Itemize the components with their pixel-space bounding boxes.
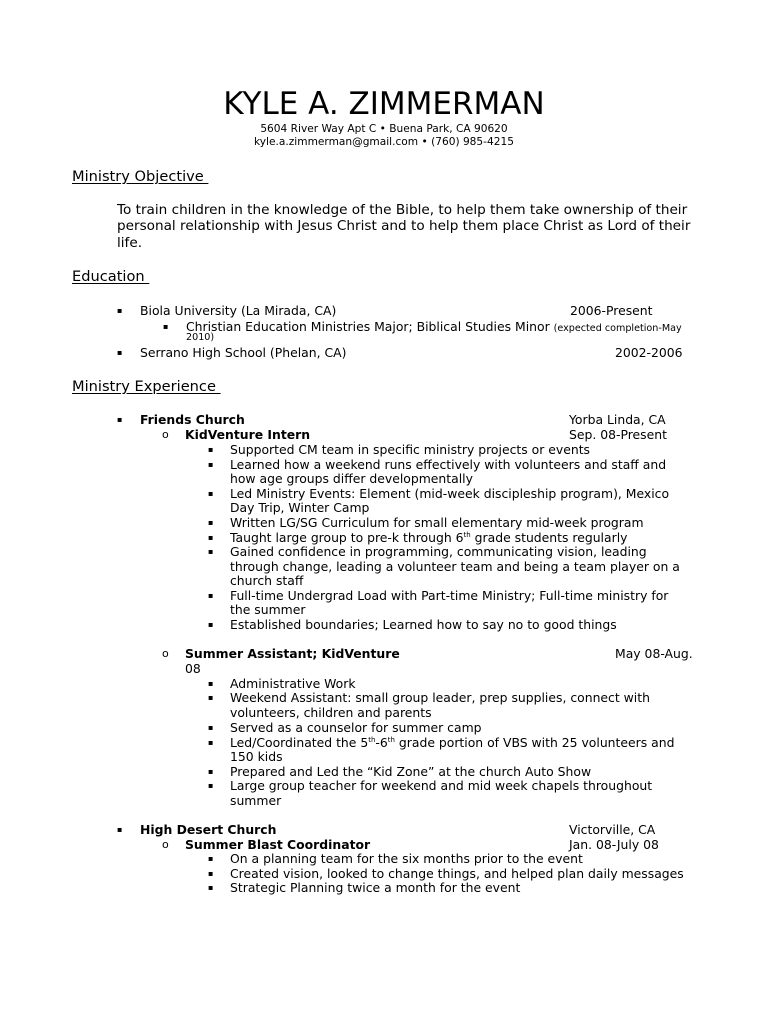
intern-bullet-text: through change, leading a volunteer team and being a team player on a bbox=[230, 559, 680, 574]
summer-bullet-text: Led/Coordinated the 5th-6th grade portion of VBS with 25 volunteers and bbox=[230, 735, 675, 750]
circle-bullet-icon: o bbox=[162, 647, 169, 660]
role-kidventure-intern: KidVenture Intern bbox=[185, 427, 311, 442]
bullet-icon: ▪ bbox=[208, 781, 214, 790]
bullet-icon: ▪ bbox=[208, 767, 214, 776]
dates-summer-assistant: May 08-Aug. bbox=[615, 646, 693, 661]
education-dates-biola: 2006-Present bbox=[570, 303, 653, 318]
bullet-icon: ▪ bbox=[208, 620, 214, 629]
education-dates-serrano: 2002-2006 bbox=[615, 345, 683, 360]
summer-bullet-text: Administrative Work bbox=[230, 676, 356, 691]
circle-bullet-icon: o bbox=[162, 838, 169, 851]
education-school-serrano: Serrano High School (Phelan, CA) bbox=[140, 345, 347, 360]
bullet-icon: ▪ bbox=[208, 723, 214, 732]
role-summer-assistant: Summer Assistant; KidVenture bbox=[185, 646, 400, 661]
intern-bullet-text: Gained confidence in programming, communicating vision, leading bbox=[230, 544, 647, 559]
bullet-icon: ▪ bbox=[208, 883, 214, 892]
bullet-icon: ▪ bbox=[208, 489, 214, 498]
contact-block bbox=[0, 123, 768, 149]
intern-bullet-text: Written LG/SG Curriculum for small elementary mid-week program bbox=[230, 515, 644, 530]
bullet-icon: ▪ bbox=[208, 518, 214, 527]
bullet-icon: ▪ bbox=[117, 825, 123, 834]
education-major: Christian Education Ministries Major; Biblical Studies Minor (expected completion-May bbox=[186, 319, 682, 334]
bullet-icon: ▪ bbox=[208, 693, 214, 702]
circle-bullet-icon: o bbox=[162, 428, 169, 441]
intern-bullet-text: church staff bbox=[230, 573, 304, 588]
bullet-icon: ▪ bbox=[208, 869, 214, 878]
summer-bullet-text: volunteers, children and parents bbox=[230, 705, 432, 720]
intern-bullet-text: Day Trip, Winter Camp bbox=[230, 500, 370, 515]
intern-bullet-text: Supported CM team in specific ministry projects or events bbox=[230, 442, 591, 457]
blast-bullet-text: Strategic Planning twice a month for the event bbox=[230, 880, 521, 895]
dates-kidventure-intern: Sep. 08-Present bbox=[569, 427, 667, 442]
summer-bullet-text: Weekend Assistant: small group leader, prep supplies, connect with bbox=[230, 690, 650, 705]
blast-bullet-text: On a planning team for the six months prior to the event bbox=[230, 851, 583, 866]
bullet-icon: ▪ bbox=[117, 306, 123, 315]
dates-summer-blast: Jan. 08-July 08 bbox=[569, 837, 659, 852]
intern-bullet-text: Learned how a weekend runs effectively with volunteers and staff and bbox=[230, 457, 667, 472]
bullet-icon: ▪ bbox=[117, 415, 123, 424]
intern-bullet-text: Taught large group to pre-k through 6th grade students regularly bbox=[230, 530, 628, 545]
intern-bullet-text: Established boundaries; Learned how to say no to good things bbox=[230, 617, 617, 632]
summer-bullet-text: Large group teacher for weekend and mid week chapels throughout bbox=[230, 778, 653, 793]
location-high-desert: Victorville, CA bbox=[569, 822, 656, 837]
church-high-desert: High Desert Church bbox=[140, 822, 277, 837]
bullet-icon: ▪ bbox=[208, 533, 214, 542]
bullet-icon: ▪ bbox=[208, 591, 214, 600]
education-major-note: 2010) bbox=[186, 332, 215, 343]
bullet-icon: ▪ bbox=[208, 854, 214, 863]
location-friends: Yorba Linda, CA bbox=[569, 412, 666, 427]
education-school-biola: Biola University (La Mirada, CA) bbox=[140, 303, 337, 318]
bullet-icon: ▪ bbox=[208, 547, 214, 556]
objective-text: To train children in the knowledge of the Bible, to help them take ownership of their personal relationship with Jesus Christ and to help them place Christ as Lord of their life. bbox=[117, 202, 691, 251]
intern-bullet-text: Full-time Undergrad Load with Part-time Ministry; Full-time ministry for bbox=[230, 588, 669, 603]
dates-summer-assistant-cont: 08 bbox=[185, 661, 201, 676]
email-phone-line: kyle.a.zimmerman@gmail.com • (760) 985-4215 bbox=[254, 136, 514, 148]
bullet-icon: ▪ bbox=[208, 738, 214, 747]
education-heading: Education bbox=[72, 268, 150, 285]
summer-bullet-text: Prepared and Led the “Kid Zone” at the church Auto Show bbox=[230, 764, 592, 779]
bullet-icon: ▪ bbox=[208, 445, 214, 454]
bullet-icon: ▪ bbox=[208, 460, 214, 469]
summer-bullet-text: summer bbox=[230, 793, 282, 808]
summer-bullet-text: Served as a counselor for summer camp bbox=[230, 720, 482, 735]
intern-bullet-text: how age groups differ developmentally bbox=[230, 471, 473, 486]
bullet-icon: ▪ bbox=[208, 679, 214, 688]
intern-bullet-text: the summer bbox=[230, 602, 306, 617]
experience-heading: Ministry Experience bbox=[72, 378, 221, 395]
intern-bullet-text: Led Ministry Events: Element (mid-week discipleship program), Mexico bbox=[230, 486, 670, 501]
blast-bullet-text: Created vision, looked to change things, and helped plan daily messages bbox=[230, 866, 684, 881]
summer-bullet-text: 150 kids bbox=[230, 749, 283, 764]
role-summer-blast: Summer Blast Coordinator bbox=[185, 837, 371, 852]
bullet-icon: ▪ bbox=[117, 348, 123, 357]
bullet-icon: ▪ bbox=[163, 322, 169, 331]
resume-name: KYLE A. ZIMMERMAN bbox=[223, 86, 545, 122]
objective-heading: Ministry Objective bbox=[72, 168, 209, 185]
address-line: 5604 River Way Apt C • Buena Park, CA 90620 bbox=[260, 123, 508, 135]
church-friends: Friends Church bbox=[140, 412, 245, 427]
